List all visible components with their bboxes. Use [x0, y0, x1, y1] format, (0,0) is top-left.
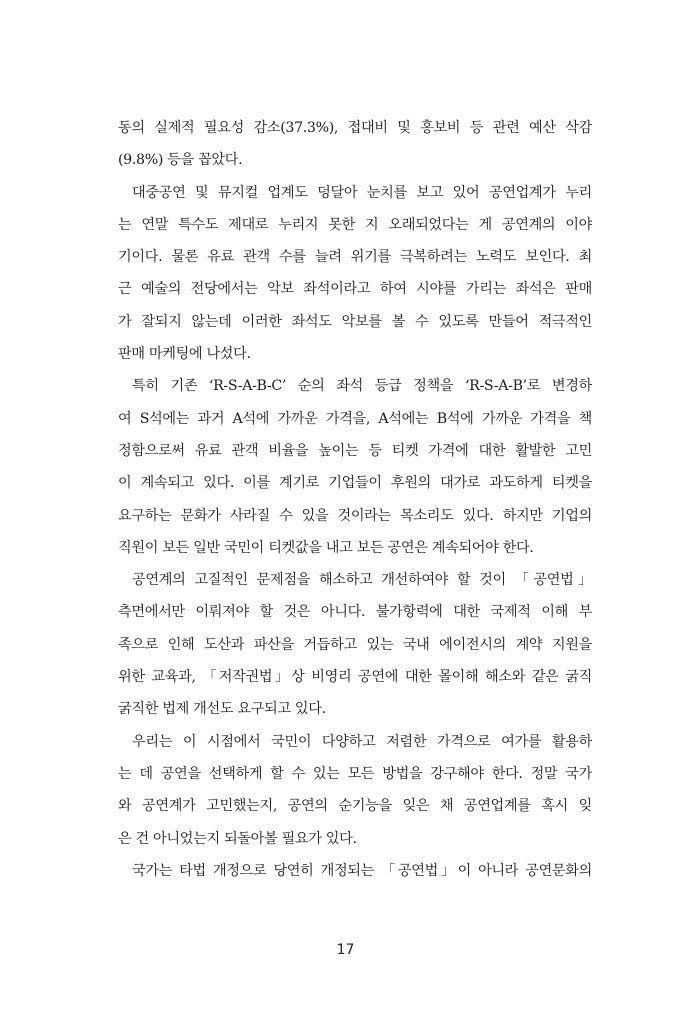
- text-line: 족으로 인해 도산과 파산을 거듭하고 있는 국내 에이전시의 계약 지원을: [118, 636, 592, 653]
- text-line: 이 계속되고 있다. 이를 계기로 기업들이 후원의 대가로 과도하게 티켓을: [118, 475, 592, 492]
- text-line: 여 S석에는 과거 A석에 가까운 가격을, A석에는 B석에 가까운 가격을 책: [118, 410, 592, 427]
- text-line: (9.8%) 등을 꼽았다.: [118, 152, 243, 169]
- text-line: 판매 마케팅에 나섰다.: [118, 346, 251, 363]
- body-text: [118, 112, 592, 887]
- paragraph-start-line: 공연계의 고질적인 문제점을 해소하고 개선하여야 할 것이 「공연법」: [132, 572, 592, 589]
- page-number: 17: [336, 942, 355, 958]
- text-line: 근 예술의 전당에서는 악보 좌석이라고 하여 시야를 가리는 좌석은 판매: [118, 281, 592, 298]
- paragraph-start-line: 국가는 타법 개정으로 당연히 개정되는 「공연법」이 아니라 공연문화의: [132, 862, 592, 879]
- text-line: 와 공연계가 고민했는지, 공연의 순기능을 잊은 채 공연업계를 혹시 잊: [118, 798, 592, 815]
- text-line: 은 건 아니었는지 되돌아볼 필요가 있다.: [118, 830, 357, 847]
- text-line: 측면에서만 이뤄져야 할 것은 아니다. 불가항력에 대한 국제적 이해 부: [118, 604, 592, 621]
- text-line: 굵직한 법제 개선도 요구되고 있다.: [118, 701, 326, 718]
- text-line: 위한 교육과, 「저작권법」상 비영리 공연에 대한 몰이해 해소와 같은 굵직: [118, 669, 592, 686]
- text-line: 는 데 공연을 선택하게 할 수 있는 모든 방법을 강구해야 한다. 정말 국가: [118, 765, 592, 782]
- text-line: 기이다. 물론 유료 관객 수를 늘려 위기를 극복하려는 노력도 보인다. 최: [118, 249, 592, 266]
- text-line: 는 연말 특수도 제대로 누리지 못한 지 오래되었다는 게 공연계의 이야: [118, 216, 592, 233]
- text-line: 가 잘되지 않는데 이러한 좌석도 악보를 볼 수 있도록 만들어 적극적인: [118, 313, 592, 330]
- paragraph-start-line: 대중공연 및 뮤지컬 업계도 덩달아 눈치를 보고 있어 공연업계가 누리: [132, 184, 592, 201]
- text-line: 동의 실제적 필요성 감소(37.3%), 접대비 및 홍보비 등 관련 예산 삭감: [118, 120, 592, 136]
- paragraph-start-line: 우리는 이 시점에서 국민이 다양하고 저렴한 가격으로 여가를 활용하: [132, 733, 592, 750]
- text-line: 정함으로써 유료 관객 비율을 높이는 등 티켓 가격에 대한 활발한 고민: [118, 442, 592, 459]
- text-line: 직원이 보든 일반 국민이 티켓값을 내고 보든 공연은 계속되어야 한다.: [118, 539, 534, 556]
- paragraph-start-line: 특히 기존 ‘R-S-A-B-C’ 순의 좌석 등급 정책을 ‘R-S-A-B’로 변경하: [132, 378, 592, 395]
- text-line: 요구하는 문화가 사라질 수 있을 것이라는 목소리도 있다. 하지만 기업의: [118, 507, 592, 524]
